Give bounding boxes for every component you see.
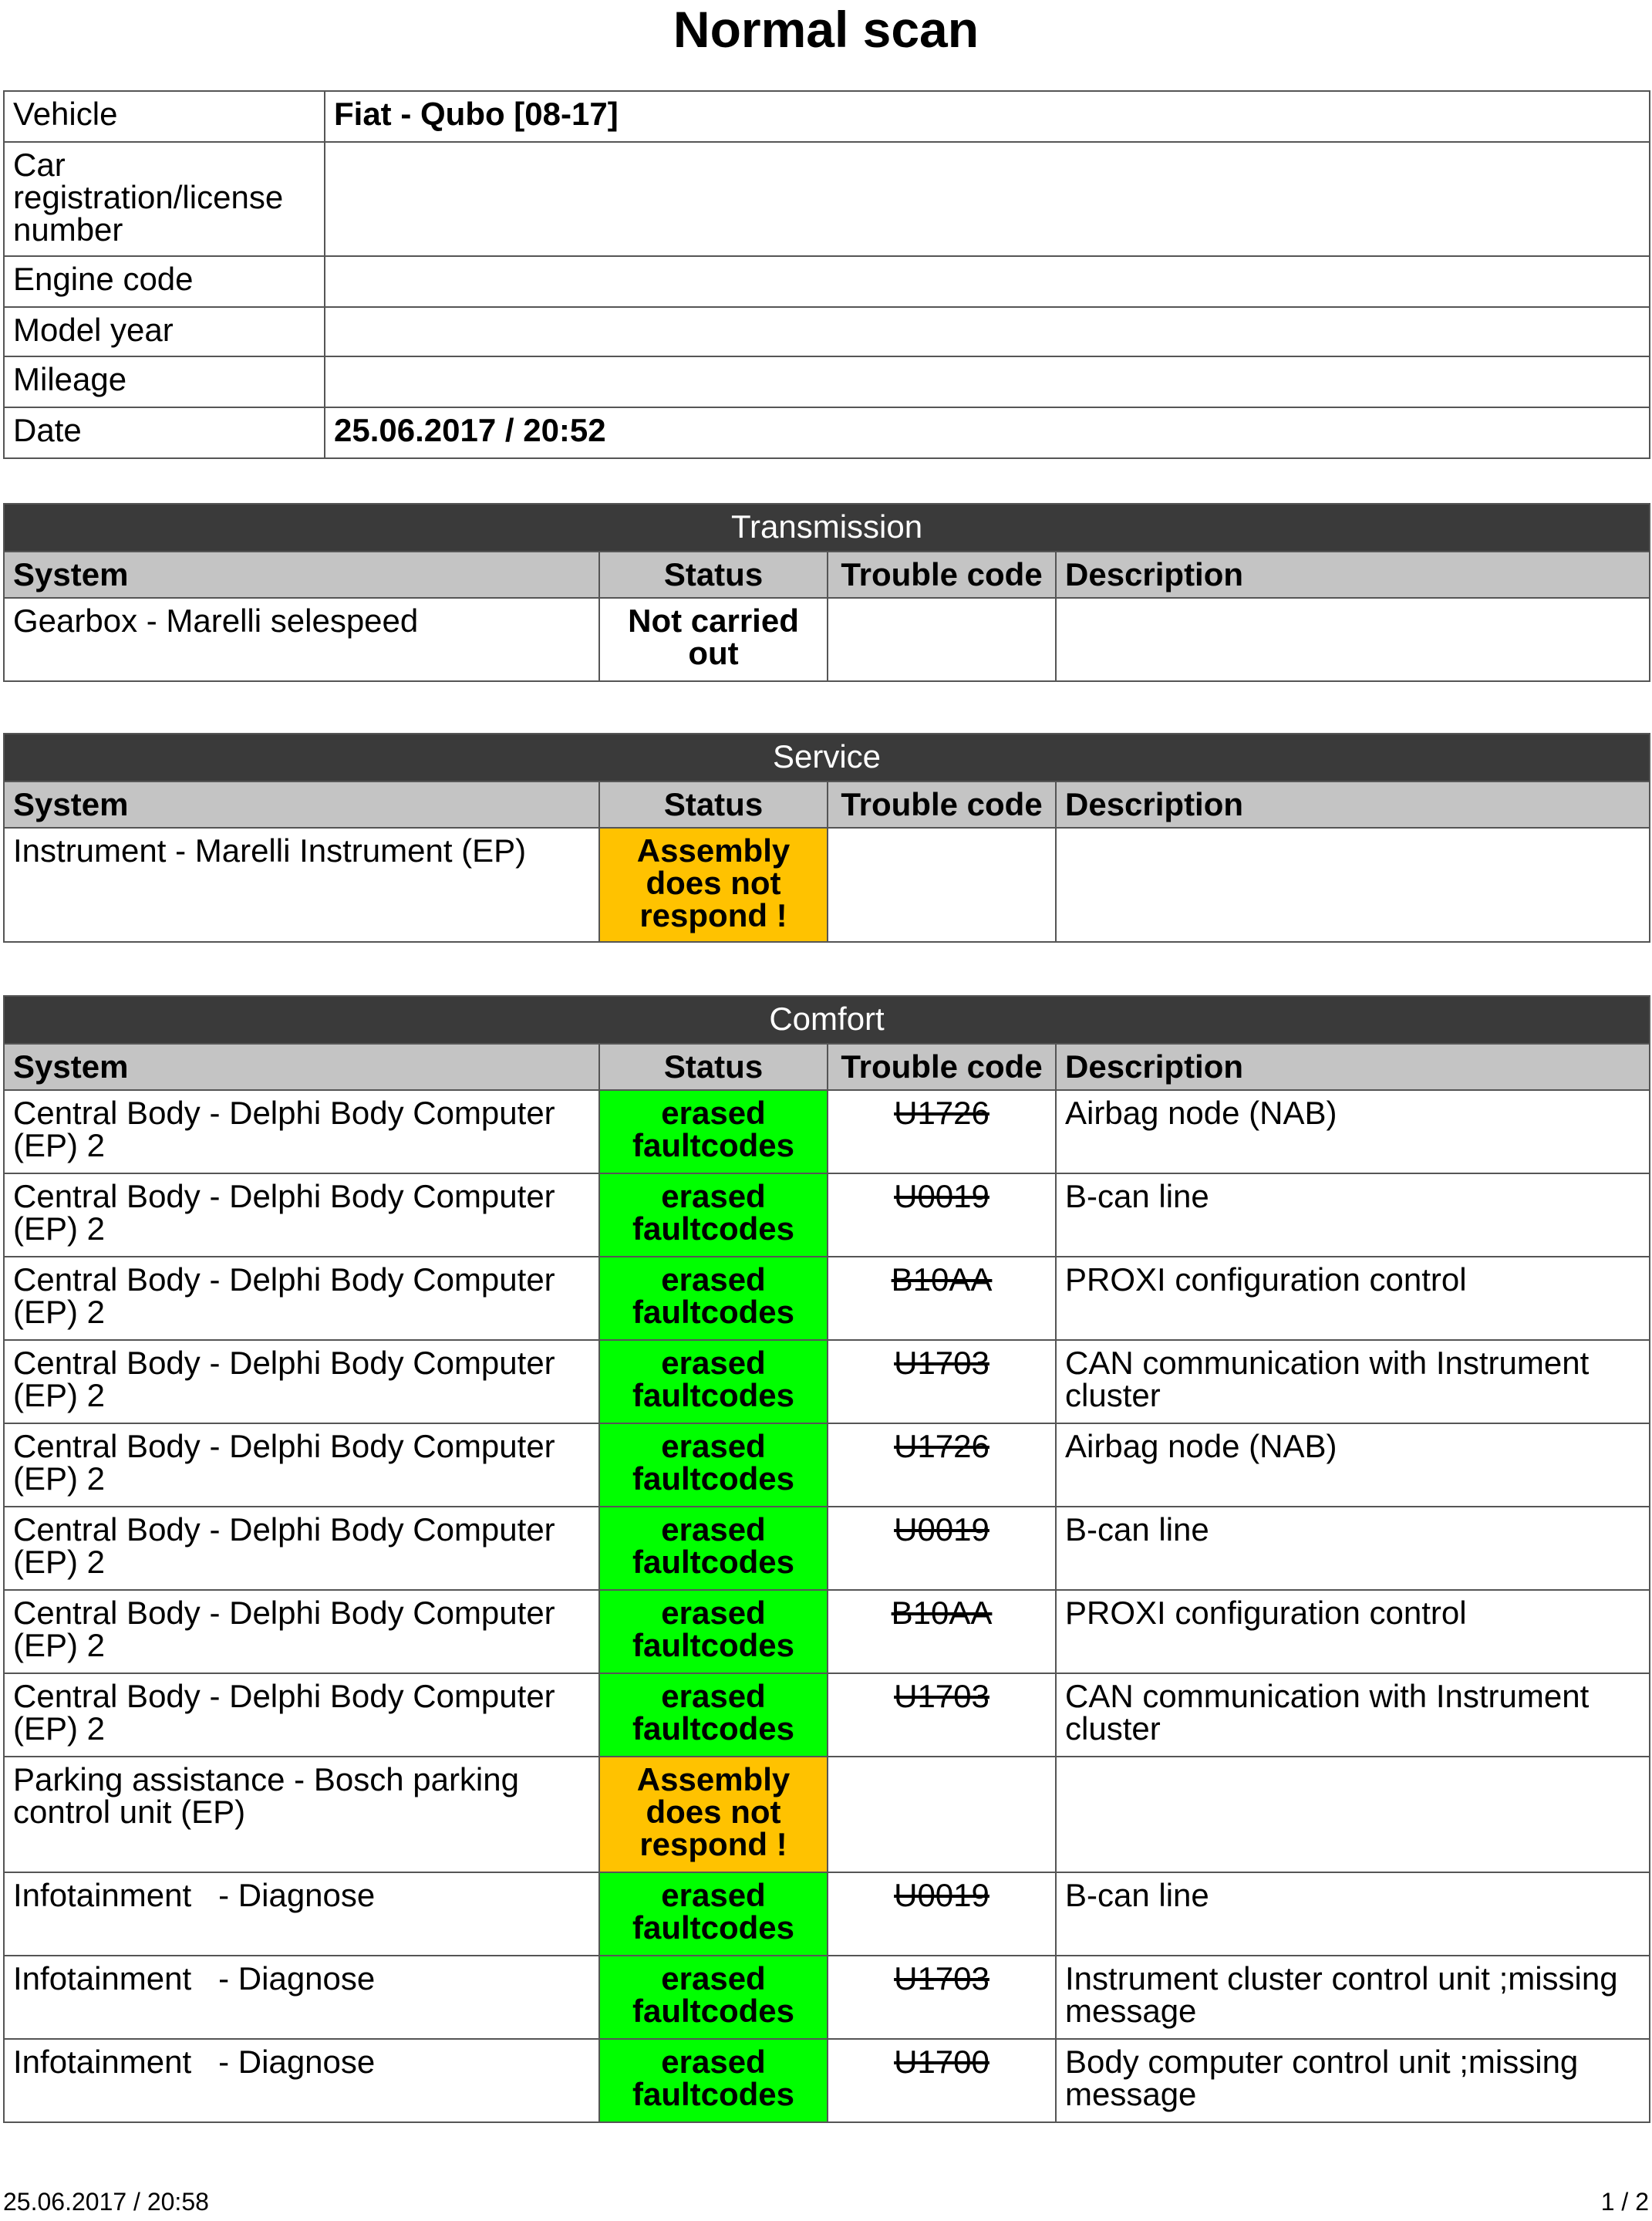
table-row — [4, 1423, 1650, 1507]
status-badge: erased faultcodes — [599, 1257, 828, 1340]
description-cell: PROXI configuration control — [1056, 1590, 1650, 1673]
info-value — [325, 256, 1650, 307]
trouble-code-cell: U0019 — [828, 1173, 1056, 1257]
status-badge: erased faultcodes — [599, 1423, 828, 1507]
description-cell: B-can line — [1056, 1872, 1650, 1956]
status-badge: Assembly does not respond ! — [599, 1757, 828, 1872]
trouble-code-cell: U1703 — [828, 1956, 1056, 2039]
model-year-row — [4, 307, 1650, 356]
system-cell: Parking assistance - Bosch parking control unit (EP) — [4, 1757, 599, 1872]
section-table-service — [3, 733, 1650, 943]
system-cell: Central Body - Delphi Body Computer (EP) 2 — [4, 1090, 599, 1173]
system-cell: Gearbox - Marelli selespeed — [4, 598, 599, 681]
column-header-description: Description — [1056, 552, 1650, 598]
status-badge: erased faultcodes — [599, 1956, 828, 2039]
description-cell: CAN communication with Instrument cluster — [1056, 1340, 1650, 1423]
trouble-code-cell — [828, 598, 1056, 681]
info-label: Mileage — [4, 356, 325, 407]
trouble-code-cell: B10AA — [828, 1257, 1056, 1340]
status-badge: erased faultcodes — [599, 2039, 828, 2122]
info-label: Vehicle — [4, 91, 325, 142]
status-badge: erased faultcodes — [599, 1340, 828, 1423]
info-label: Date — [4, 407, 325, 458]
table-row — [4, 1507, 1650, 1590]
description-cell: PROXI configuration control — [1056, 1257, 1650, 1340]
section-header-row — [4, 504, 1650, 552]
column-header-description: Description — [1056, 781, 1650, 828]
system-cell: Infotainment - Diagnose — [4, 1872, 599, 1956]
section-title: Transmission — [4, 504, 1650, 552]
status-badge: erased faultcodes — [599, 1673, 828, 1757]
description-cell — [1056, 598, 1650, 681]
section-table-transmission — [3, 503, 1650, 682]
system-cell: Infotainment - Diagnose — [4, 2039, 599, 2122]
section-header-row — [4, 996, 1650, 1044]
column-header-row — [4, 781, 1650, 828]
status-badge: erased faultcodes — [599, 1590, 828, 1673]
system-cell: Infotainment - Diagnose — [4, 1956, 599, 2039]
info-value: 25.06.2017 / 20:52 — [325, 407, 1650, 458]
info-value — [325, 356, 1650, 407]
footer-page-number: 1 / 2 — [1600, 2188, 1649, 2216]
description-cell: B-can line — [1056, 1507, 1650, 1590]
status-badge: erased faultcodes — [599, 1090, 828, 1173]
column-header-trouble-code: Trouble code — [828, 1044, 1056, 1090]
trouble-code-cell: U1703 — [828, 1673, 1056, 1757]
system-cell: Central Body - Delphi Body Computer (EP) 2 — [4, 1423, 599, 1507]
column-header-system: System — [4, 781, 599, 828]
status-badge: erased faultcodes — [599, 1507, 828, 1590]
info-label: Car registration/license number — [4, 142, 325, 256]
info-value — [325, 307, 1650, 356]
section-title: Service — [4, 734, 1650, 781]
trouble-code-cell: B10AA — [828, 1590, 1056, 1673]
section-header-row — [4, 734, 1650, 781]
table-row — [4, 1673, 1650, 1757]
table-row — [4, 1956, 1650, 2039]
system-cell: Central Body - Delphi Body Computer (EP) 2 — [4, 1257, 599, 1340]
info-value: Fiat - Qubo [08-17] — [325, 91, 1650, 142]
trouble-code-cell: U0019 — [828, 1872, 1056, 1956]
column-header-system: System — [4, 1044, 599, 1090]
system-cell: Central Body - Delphi Body Computer (EP) 2 — [4, 1590, 599, 1673]
column-header-row — [4, 552, 1650, 598]
system-cell: Central Body - Delphi Body Computer (EP) 2 — [4, 1507, 599, 1590]
system-cell: Instrument - Marelli Instrument (EP) — [4, 828, 599, 942]
trouble-code-cell — [828, 1757, 1056, 1872]
description-cell — [1056, 828, 1650, 942]
column-header-trouble-code: Trouble code — [828, 781, 1056, 828]
status-badge: Assembly does not respond ! — [599, 828, 828, 942]
date-row — [4, 407, 1650, 458]
description-cell: CAN communication with Instrument cluster — [1056, 1673, 1650, 1757]
table-row — [4, 1340, 1650, 1423]
system-cell: Central Body - Delphi Body Computer (EP) 2 — [4, 1673, 599, 1757]
table-row — [4, 598, 1650, 681]
section-table-comfort — [3, 995, 1650, 2123]
column-header-system: System — [4, 552, 599, 598]
column-header-status: Status — [599, 552, 828, 598]
trouble-code-cell — [828, 828, 1056, 942]
footer-timestamp: 25.06.2017 / 20:58 — [3, 2188, 209, 2216]
description-cell: Airbag node (NAB) — [1056, 1423, 1650, 1507]
mileage-row — [4, 356, 1650, 407]
column-header-description: Description — [1056, 1044, 1650, 1090]
info-label: Engine code — [4, 256, 325, 307]
section-title: Comfort — [4, 996, 1650, 1044]
description-cell — [1056, 1757, 1650, 1872]
table-row — [4, 1757, 1650, 1872]
info-value — [325, 142, 1650, 256]
trouble-code-cell: U1703 — [828, 1340, 1056, 1423]
table-row — [4, 828, 1650, 942]
description-cell: Body computer control unit ;missing message — [1056, 2039, 1650, 2122]
table-row — [4, 1090, 1650, 1173]
trouble-code-cell: U1726 — [828, 1090, 1056, 1173]
table-row — [4, 2039, 1650, 2122]
system-cell: Central Body - Delphi Body Computer (EP) 2 — [4, 1340, 599, 1423]
status-badge: erased faultcodes — [599, 1173, 828, 1257]
table-row — [4, 1590, 1650, 1673]
table-row — [4, 1257, 1650, 1340]
trouble-code-cell: U1726 — [828, 1423, 1056, 1507]
column-header-status: Status — [599, 781, 828, 828]
system-cell: Central Body - Delphi Body Computer (EP) 2 — [4, 1173, 599, 1257]
column-header-status: Status — [599, 1044, 828, 1090]
description-cell: Instrument cluster control unit ;missing message — [1056, 1956, 1650, 2039]
registration-row — [4, 142, 1650, 256]
column-header-trouble-code: Trouble code — [828, 552, 1056, 598]
page-title: Normal scan — [673, 1, 979, 58]
trouble-code-cell: U0019 — [828, 1507, 1056, 1590]
column-header-row — [4, 1044, 1650, 1090]
vehicle-info-table — [3, 90, 1650, 459]
table-row — [4, 1173, 1650, 1257]
vehicle-row — [4, 91, 1650, 142]
trouble-code-cell: U1700 — [828, 2039, 1056, 2122]
info-label: Model year — [4, 307, 325, 356]
status-badge: erased faultcodes — [599, 1872, 828, 1956]
description-cell: Airbag node (NAB) — [1056, 1090, 1650, 1173]
table-row — [4, 1872, 1650, 1956]
description-cell: B-can line — [1056, 1173, 1650, 1257]
status-badge: Not carried out — [599, 598, 828, 681]
engine-code-row — [4, 256, 1650, 307]
